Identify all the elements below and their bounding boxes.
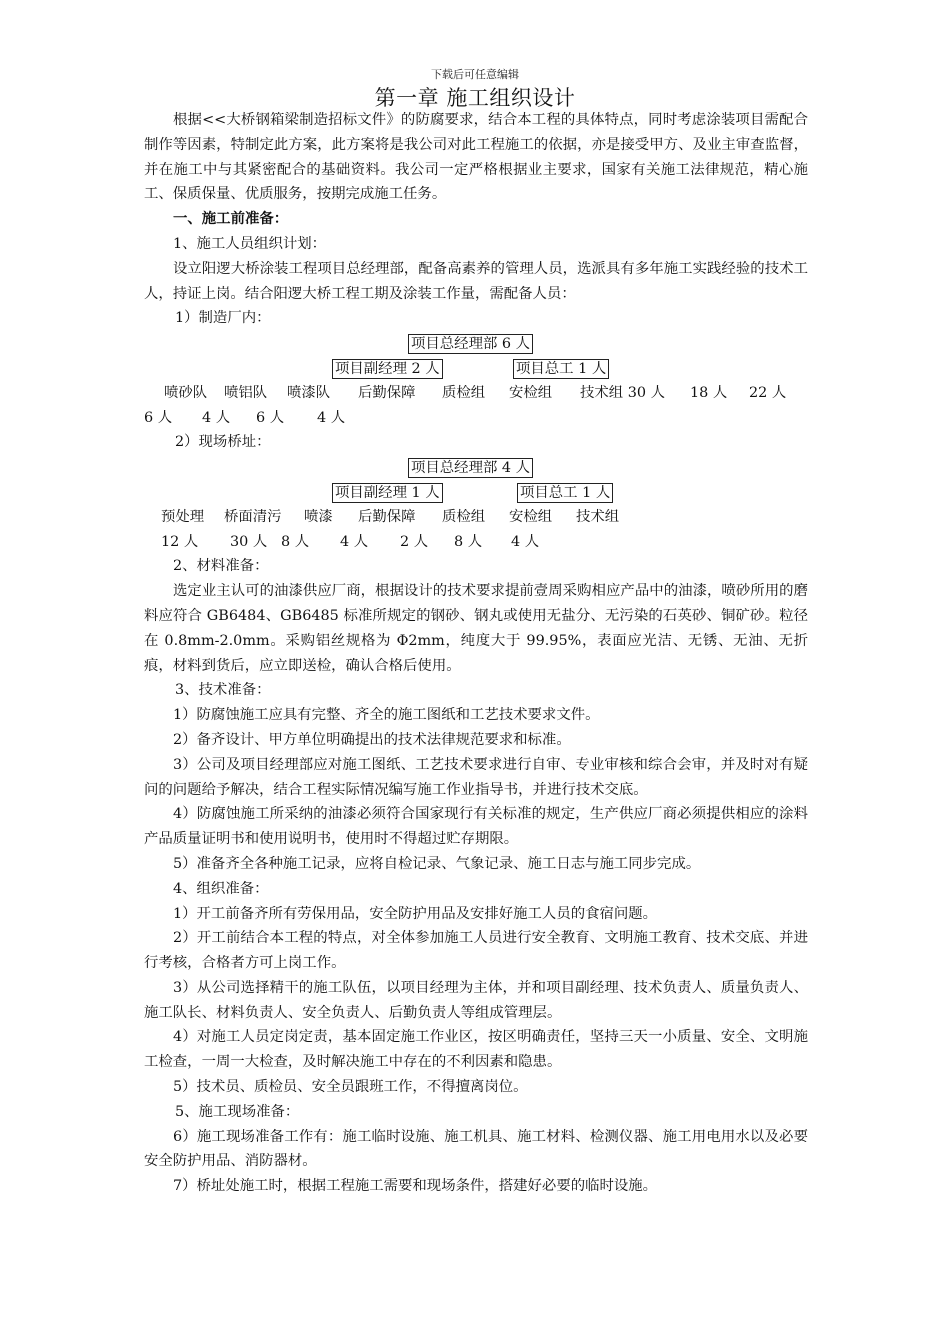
team-label: 喷铝队: [224, 384, 268, 401]
team-count: 4 人: [340, 533, 369, 550]
team-label: 后勤保障: [358, 384, 416, 401]
team-label: 预处理: [161, 508, 205, 525]
team-label: 安检组: [509, 384, 553, 401]
factory-org-mid: [144, 356, 808, 381]
team-label: 桥面清污: [224, 508, 282, 525]
site-gm-box: 项目总经理部 4 人: [408, 458, 533, 478]
site-heading: 2）现场桥址：: [175, 434, 271, 451]
factory-org-top: [144, 331, 808, 356]
site-org-mid: [144, 480, 808, 505]
site-chief-box: 项目总工 1 人: [517, 483, 613, 503]
subsection-heading: 4、组织准备：: [173, 880, 269, 897]
page-title: 第一章 施工组织设计: [374, 86, 576, 110]
site-org-top: [144, 455, 808, 480]
list-item: 6）施工现场准备工作有：施工临时设施、施工机具、施工材料、检测仪器、施工用电用水以及必要安全防护用品、消防器材。: [144, 1128, 808, 1170]
staffing-paragraph: 设立阳逻大桥涂装工程项目总经理部，配备高素养的管理人员，选派具有多年施工实践经验的技术工人，持证上岗。结合阳逻大桥工程工期及涂装工作量，需配备人员：: [144, 260, 808, 302]
team-count: 30 人: [230, 533, 268, 550]
subsection-heading: 3、技术准备：: [175, 682, 271, 699]
section-heading: 一、施工前准备：: [173, 210, 289, 228]
team-count: 2 人: [400, 533, 429, 550]
site-teams-row: [144, 505, 808, 530]
team-label: 技术组 30 人: [580, 384, 666, 401]
list-item: 4）防腐蚀施工所采纳的油漆必须符合国家现行有关标准的规定，生产供应厂商必须提供相应的涂料产品质量证明书和使用说明书，使用时不得超过贮存期限。: [144, 806, 808, 848]
team-label: 质检组: [442, 508, 486, 525]
team-count: 6 人: [256, 409, 285, 426]
team-count: 6 人: [144, 409, 173, 426]
factory-teams-row: [144, 381, 808, 406]
site-counts-row: [144, 530, 808, 555]
factory-deputy-box: 项目副经理 2 人: [332, 359, 443, 379]
factory-gm-box: 项目总经理部 6 人: [408, 334, 533, 354]
team-label: 后勤保障: [358, 508, 416, 525]
list-item: 1）开工前备齐所有劳保用品，安全防护用品及安排好施工人员的食宿问题。: [173, 905, 658, 922]
team-count: 12 人: [161, 533, 199, 550]
team-label: 质检组: [442, 384, 486, 401]
document-body: [144, 108, 808, 1199]
subsection-heading: 2、材料准备：: [173, 558, 269, 575]
intro-paragraph: 根据<<大桥钢箱梁制造招标文件》的防腐要求，结合本工程的具体特点，同时考虑涂装项目需配合制作等因素，特制定此方案，此方案将是我公司对此工程施工的依据，亦是接受甲方、及业主审查监督，并在施工中与其紧密配合的基础资料。我公司一定严格根据业主要求，国家有关施工法律规范，精心施工、保质保量、优质服务，按期完成施工任务。: [144, 112, 808, 203]
team-count: 4 人: [511, 533, 540, 550]
team-count: 8 人: [454, 533, 483, 550]
list-item: 4）对施工人员定岗定责，基本固定施工作业区，按区明确责任，坚持三天一小质量、安全、文明施工检查，一周一大检查，及时解决施工中存在的不利因素和隐患。: [144, 1029, 808, 1071]
list-item: 5）技术员、质检员、安全员跟班工作，不得擅离岗位。: [173, 1079, 528, 1096]
team-label: 安检组: [509, 508, 553, 525]
team-label: 技术组: [576, 508, 620, 525]
list-item: 2）开工前结合本工程的特点，对全体参加施工人员进行安全教育、文明施工教育、技术交底、并进行考核，合格者方可上岗工作。: [144, 930, 808, 972]
subsection-heading: 1、施工人员组织计划：: [173, 235, 327, 252]
team-label: 18 人: [690, 384, 728, 401]
factory-heading: 1）制造厂内：: [175, 310, 271, 327]
list-item: 3）公司及项目经理部应对施工图纸、工艺技术要求进行自审、专业审核和综合会审，并及时对有疑问的问题给予解决，结合工程实际情况编写施工作业指导书，并进行技术交底。: [144, 756, 808, 798]
team-count: 4 人: [202, 409, 231, 426]
materials-paragraph: 选定业主认可的油漆供应厂商，根据设计的技术要求提前壹周采购相应产品中的油漆，喷砂所用的磨料应符合 GB6484、GB6485 标准所规定的钢砂、钢丸或使用无盐分、无污染的石英砂、铜矿砂。粒径在 0.8mm-2.0mm。采购铝丝规格为 Φ2mm，纯度大于 99.95%，表面应光洁、无锈、无油、无折痕，材料到货后，应立即送检，确认合格后使用。: [144, 583, 808, 674]
factory-chief-box: 项目总工 1 人: [513, 359, 609, 379]
site-deputy-box: 项目副经理 1 人: [332, 483, 443, 503]
team-label: 喷砂队: [164, 384, 208, 401]
list-item: 3）从公司选择精干的施工队伍，以项目经理为主体，并和项目副经理、技术负责人、质量负责人、施工队长、材料负责人、安全负责人、后勤负责人等组成管理层。: [144, 979, 808, 1021]
header-note: 下载后可任意编辑: [431, 68, 519, 81]
team-count: 4 人: [317, 409, 346, 426]
team-count: 8 人: [281, 533, 310, 550]
team-label: 喷漆队: [287, 384, 331, 401]
list-item: 2）备齐设计、甲方单位明确提出的技术法律规范要求和标准。: [173, 731, 571, 748]
team-label: 喷漆: [304, 508, 333, 525]
factory-counts-row: [144, 406, 808, 431]
list-item: 1）防腐蚀施工应具有完整、齐全的施工图纸和工艺技术要求文件。: [173, 707, 600, 724]
subsection-heading: 5、施工现场准备：: [175, 1103, 300, 1120]
list-item: 5）准备齐全各种施工记录，应将自检记录、气象记录、施工日志与施工同步完成。: [173, 855, 701, 872]
team-label: 22 人: [749, 384, 787, 401]
list-item: 7）桥址处施工时，根据工程施工需要和现场条件，搭建好必要的临时设施。: [173, 1178, 658, 1195]
